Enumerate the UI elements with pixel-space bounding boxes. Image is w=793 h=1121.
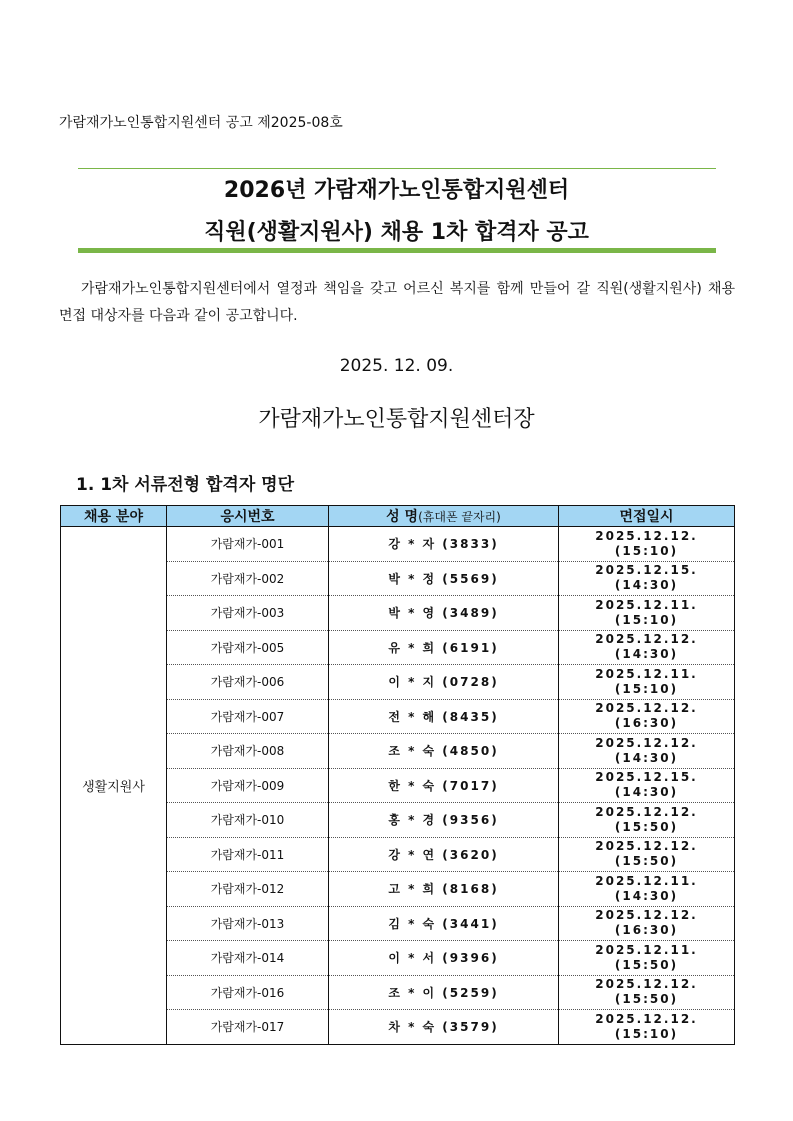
interview-date: 2025.12.11. xyxy=(595,666,698,681)
interview-cell xyxy=(559,803,735,838)
notice-number: 가람재가노인통합지원센터 공고 제2025-08호 xyxy=(59,115,343,131)
name-cell: 차 * 숙 (3579) xyxy=(329,1010,559,1045)
interview-cell xyxy=(559,975,735,1010)
interview-time: (14:30) xyxy=(614,888,679,903)
interview-time: (16:30) xyxy=(614,923,679,938)
appno-cell: 가람재가-003 xyxy=(167,596,329,631)
appno-cell: 가람재가-012 xyxy=(167,872,329,907)
interview-time: (14:30) xyxy=(614,647,679,662)
appno-cell: 가람재가-007 xyxy=(167,699,329,734)
appno-cell: 가람재가-006 xyxy=(167,665,329,700)
name-cell: 홍 * 경 (9356) xyxy=(329,803,559,838)
interview-cell xyxy=(559,872,735,907)
title-top-rule xyxy=(78,168,716,169)
interview-time: (15:10) xyxy=(614,543,679,558)
title-line-2: 직원(생활지원사) 채용 1차 합격자 공고 xyxy=(204,220,589,245)
appno-cell: 가람재가-010 xyxy=(167,803,329,838)
interview-time: (16:30) xyxy=(614,716,679,731)
appno-cell: 가람재가-001 xyxy=(167,527,329,562)
interview-date: 2025.12.12. xyxy=(595,977,698,992)
header-name xyxy=(329,506,559,527)
appno-cell: 가람재가-017 xyxy=(167,1010,329,1045)
interview-cell xyxy=(559,906,735,941)
interview-time: (15:50) xyxy=(614,819,679,834)
interview-date: 2025.12.15. xyxy=(595,770,698,785)
appno-cell: 가람재가-016 xyxy=(167,975,329,1010)
interview-cell xyxy=(559,630,735,665)
appno-cell: 가람재가-005 xyxy=(167,630,329,665)
interview-date: 2025.12.12. xyxy=(595,528,698,543)
name-cell: 고 * 희 (8168) xyxy=(329,872,559,907)
interview-time: (15:10) xyxy=(614,681,679,696)
interview-time: (14:30) xyxy=(614,750,679,765)
interview-date: 2025.12.12. xyxy=(595,839,698,854)
interview-cell xyxy=(559,699,735,734)
interview-date: 2025.12.12. xyxy=(595,1011,698,1026)
header-name-sub: (휴대폰 끝자리) xyxy=(418,510,501,524)
interview-cell xyxy=(559,1010,735,1045)
table-row xyxy=(61,527,735,562)
appno-cell: 가람재가-008 xyxy=(167,734,329,769)
header-interview: 면접일시 xyxy=(559,506,735,527)
name-cell: 이 * 서 (9396) xyxy=(329,941,559,976)
issuer: 가람재가노인통합지원센터장 xyxy=(258,407,535,432)
name-cell: 김 * 숙 (3441) xyxy=(329,906,559,941)
interview-date: 2025.12.11. xyxy=(595,942,698,957)
interview-date: 2025.12.12. xyxy=(595,804,698,819)
interview-time: (15:10) xyxy=(614,1026,679,1041)
name-cell: 한 * 숙 (7017) xyxy=(329,768,559,803)
name-cell: 박 * 영 (3489) xyxy=(329,596,559,631)
intro-paragraph: 가람재가노인통합지원센터에서 열정과 책임을 갖고 어르신 복지를 함께 만들어 갈 직원(생활지원사) 채용 면접 대상자를 다음과 같이 공고합니다. xyxy=(59,281,735,324)
interview-date: 2025.12.12. xyxy=(595,701,698,716)
appno-cell: 가람재가-013 xyxy=(167,906,329,941)
title-line-1: 2026년 가람재가노인통합지원센터 xyxy=(223,178,570,203)
interview-cell xyxy=(559,561,735,596)
interview-cell xyxy=(559,527,735,562)
header-appno: 응시번호 xyxy=(167,506,329,527)
interview-cell xyxy=(559,665,735,700)
interview-date: 2025.12.12. xyxy=(595,908,698,923)
interview-time: (15:50) xyxy=(614,854,679,869)
interview-date: 2025.12.12. xyxy=(595,735,698,750)
name-cell: 박 * 정 (5569) xyxy=(329,561,559,596)
interview-cell xyxy=(559,941,735,976)
interview-cell xyxy=(559,768,735,803)
table-header-row xyxy=(61,506,735,527)
interview-date: 2025.12.11. xyxy=(595,873,698,888)
name-cell: 전 * 해 (8435) xyxy=(329,699,559,734)
applicant-table xyxy=(60,505,735,1045)
interview-time: (15:10) xyxy=(614,612,679,627)
appno-cell: 가람재가-011 xyxy=(167,837,329,872)
section-title: 1. 1차 서류전형 합격자 명단 xyxy=(76,475,295,495)
interview-cell xyxy=(559,837,735,872)
name-cell: 유 * 희 (6191) xyxy=(329,630,559,665)
interview-time: (15:50) xyxy=(614,957,679,972)
name-cell: 이 * 지 (0728) xyxy=(329,665,559,700)
appno-cell: 가람재가-009 xyxy=(167,768,329,803)
name-cell: 조 * 숙 (4850) xyxy=(329,734,559,769)
interview-cell xyxy=(559,734,735,769)
name-cell: 조 * 이 (5259) xyxy=(329,975,559,1010)
title-bottom-rule xyxy=(78,248,716,253)
interview-cell xyxy=(559,596,735,631)
appno-cell: 가람재가-002 xyxy=(167,561,329,596)
field-cell: 생활지원사 xyxy=(61,527,167,1045)
interview-date: 2025.12.11. xyxy=(595,597,698,612)
header-field: 채용 분야 xyxy=(61,506,167,527)
header-name-main: 성 명 xyxy=(386,509,419,525)
appno-cell: 가람재가-014 xyxy=(167,941,329,976)
interview-time: (14:30) xyxy=(614,578,679,593)
notice-date: 2025. 12. 09. xyxy=(339,356,454,376)
interview-date: 2025.12.12. xyxy=(595,632,698,647)
name-cell: 강 * 자 (3833) xyxy=(329,527,559,562)
interview-time: (15:50) xyxy=(614,992,679,1007)
name-cell: 강 * 연 (3620) xyxy=(329,837,559,872)
interview-time: (14:30) xyxy=(614,785,679,800)
interview-date: 2025.12.15. xyxy=(595,563,698,578)
table-body xyxy=(61,527,735,1045)
